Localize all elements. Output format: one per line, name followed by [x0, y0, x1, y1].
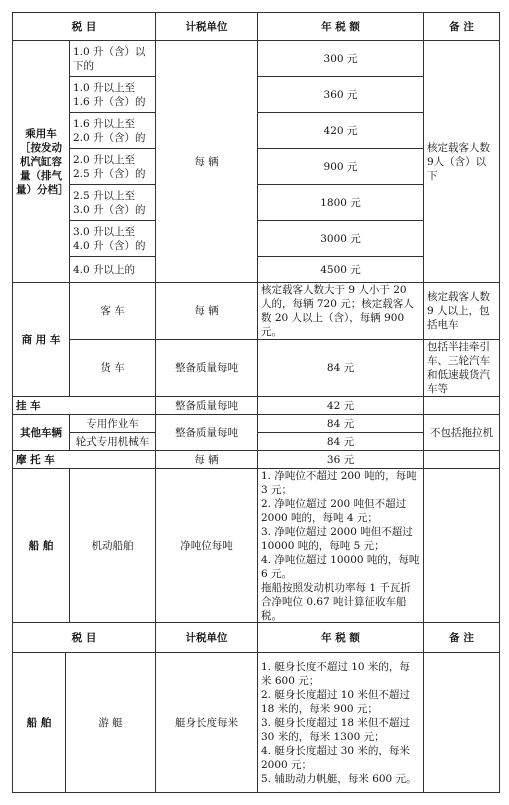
passenger-note: 核定载客人数9人（含）以下 — [424, 41, 500, 283]
motorcycle-category: 摩 托 车 — [13, 451, 156, 469]
table-row — [13, 415, 500, 433]
header-unit: 计税单位 — [156, 623, 258, 653]
header-note: 备 注 — [424, 13, 500, 41]
yacht-note — [424, 653, 500, 793]
passenger-label: 2.0 升以上至 2.5 升（含）的 — [70, 149, 156, 185]
passenger-amount: 4500 元 — [258, 257, 424, 283]
tax-table-1 — [12, 12, 500, 624]
ship-item: 机动船舶 — [70, 469, 156, 624]
tax-table-2 — [12, 622, 500, 793]
header-note: 备 注 — [424, 623, 500, 653]
passenger-amount: 360 元 — [258, 77, 424, 113]
passenger-category: 乘用车［按发动机汽缸容量（排气量）分档］ — [13, 41, 70, 283]
amount-line: 5. 辅助动力帆艇，每米 600 元。 — [261, 772, 417, 785]
table-row — [13, 397, 500, 415]
table-header-row — [13, 623, 500, 653]
amount-line: 2. 净吨位超过 200 吨但不超过 2000 吨的，每吨 4 元； — [261, 498, 407, 524]
trailer-category: 挂 车 — [13, 397, 156, 415]
yacht-unit: 艇身长度每米 — [156, 653, 258, 793]
passenger-label: 1.6 升以上至 2.0 升（含）的 — [70, 113, 156, 149]
passenger-label: 4.0 升以上的 — [70, 257, 156, 283]
trailer-note — [424, 397, 500, 415]
other-note: 不包括拖拉机 — [424, 415, 500, 451]
other-amount: 84 元 — [258, 433, 424, 451]
table-row — [13, 451, 500, 469]
bus-unit: 每 辆 — [156, 283, 258, 340]
ship-unit: 净吨位每吨 — [156, 469, 258, 624]
bus-amount: 核定载客人数大于 9 人小于 20 人的，每辆 720 元；核定载客人数 20 人以上（含），每辆 900 元。 — [258, 283, 424, 340]
table-row — [13, 41, 500, 77]
amount-line: 1. 净吨位不超过 200 吨的，每吨 3 元； — [261, 470, 417, 496]
motorcycle-note — [424, 451, 500, 469]
header-unit: 计税单位 — [156, 13, 258, 41]
amount-line: 3. 艇身长度超过 18 米但不超过 30 米的，每米 1300 元； — [261, 716, 410, 743]
amount-line: 4. 净吨位超过 10000 吨的，每吨 6 元。 — [261, 554, 420, 580]
passenger-label: 3.0 升以上至 4.0 升（含）的 — [70, 221, 156, 257]
table-row — [13, 653, 500, 793]
other-category: 其他车辆 — [13, 415, 70, 451]
bus-note: 核定载客人数 9 人以上，包括电车 — [424, 283, 500, 340]
header-tax-item: 税 目 — [13, 623, 156, 653]
truck-note: 包括半挂牵引车、三轮汽车和低速载货汽车等 — [424, 340, 500, 397]
header-tax-item: 税 目 — [13, 13, 156, 41]
amount-line: 2. 艇身长度超过 10 米但不超过 18 米的，每米 900 元； — [261, 688, 410, 715]
truck-label: 货 车 — [70, 340, 156, 397]
commercial-category: 商 用 车 — [13, 283, 70, 397]
passenger-label: 2.5 升以上至 3.0 升（含）的 — [70, 185, 156, 221]
amount-line: 4. 艇身长度超过 30 米的，每米 2000 元； — [261, 744, 410, 771]
passenger-unit: 每 辆 — [156, 41, 258, 283]
passenger-amount: 420 元 — [258, 113, 424, 149]
passenger-label: 1.0 升（含）以下的 — [70, 41, 156, 77]
other-label: 轮式专用机械车 — [70, 433, 156, 451]
yacht-amount — [258, 653, 424, 793]
other-amount: 84 元 — [258, 415, 424, 433]
truck-unit: 整备质量每吨 — [156, 340, 258, 397]
table-row — [13, 283, 500, 340]
passenger-amount: 900 元 — [258, 149, 424, 185]
passenger-amount: 300 元 — [258, 41, 424, 77]
ship-category: 船 舶 — [13, 469, 70, 624]
bus-label: 客 车 — [70, 283, 156, 340]
yacht-item: 游 艇 — [66, 653, 156, 793]
amount-line: 拖船按照发动机功率每 1 千瓦折合净吨位 0.67 吨计算征收车船税。 — [261, 582, 411, 622]
table-row — [13, 469, 500, 624]
ship-amount — [258, 469, 424, 624]
passenger-label: 1.0 升以上至 1.6 升（含）的 — [70, 77, 156, 113]
motorcycle-unit: 每 辆 — [156, 451, 258, 469]
amount-line: 1. 艇身长度不超过 10 米的，每米 600 元； — [261, 660, 410, 687]
ship-note — [424, 469, 500, 624]
other-unit: 整备质量每吨 — [156, 415, 258, 451]
trailer-unit: 整备质量每吨 — [156, 397, 258, 415]
truck-amount: 84 元 — [258, 340, 424, 397]
trailer-amount: 42 元 — [258, 397, 424, 415]
passenger-amount: 1800 元 — [258, 185, 424, 221]
passenger-amount: 3000 元 — [258, 221, 424, 257]
amount-line: 3. 净吨位超过 2000 吨但不超过 10000 吨的，每吨 5 元； — [261, 526, 413, 552]
table-header-row — [13, 13, 500, 41]
motorcycle-amount: 36 元 — [258, 451, 424, 469]
header-annual-amount: 年 税 额 — [258, 623, 424, 653]
header-annual-amount: 年 税 额 — [258, 13, 424, 41]
yacht-category: 船 舶 — [13, 653, 66, 793]
table-row — [13, 340, 500, 397]
other-label: 专用作业车 — [70, 415, 156, 433]
